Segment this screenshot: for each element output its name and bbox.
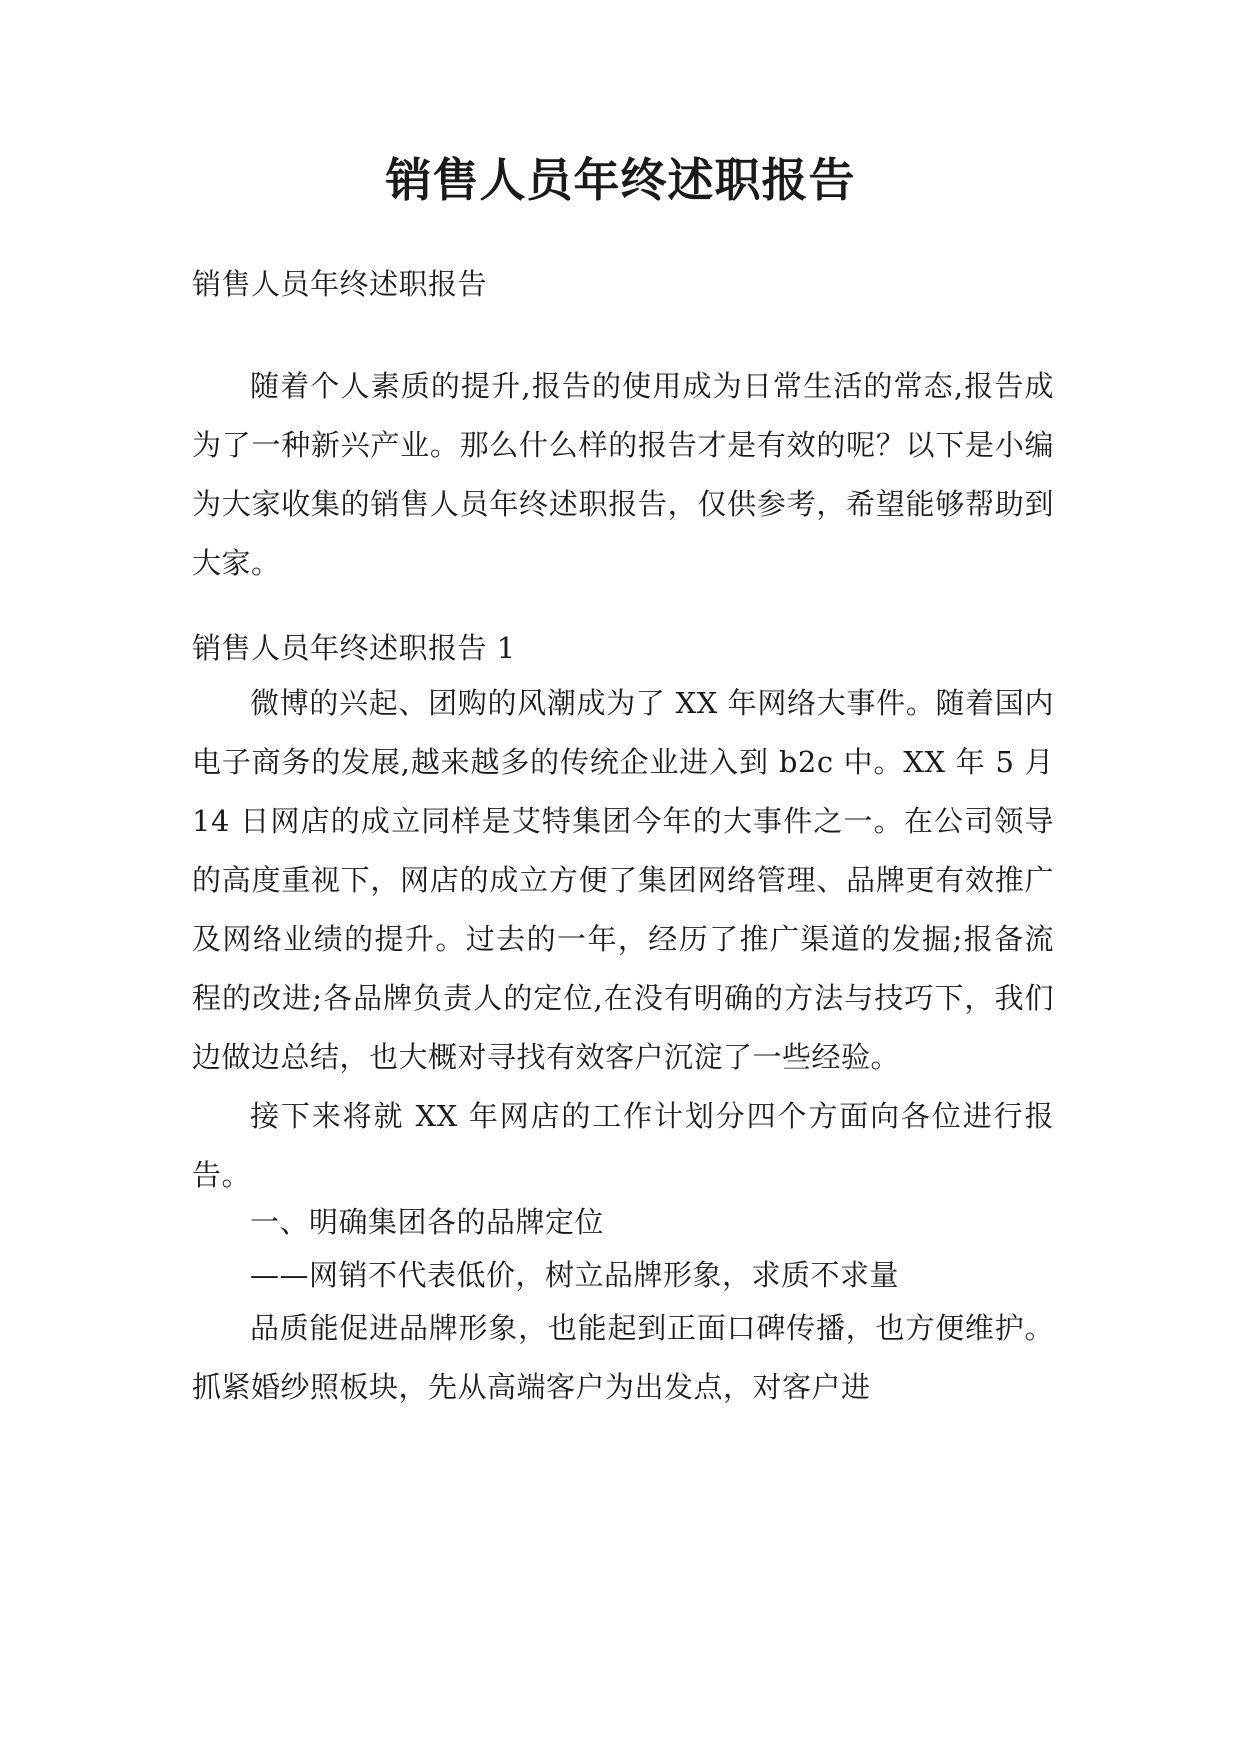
document-title: 销售人员年终述职报告 [385,153,856,207]
document-subtitle: 销售人员年终述职报告 [192,267,488,301]
section-heading: 销售人员年终述职报告 1 [192,631,516,665]
section-paragraph: 微博的兴起、团购的风潮成为了 XX 年网络大事件。随着国内电子商务的发展,越来越多的传统企业进入到 b2c 中。XX 年 5 月 14 日网店的成立同样是艾特集团今年的大事件之一。在公司领导的高度重视下，网店的成立方便了集团网络管理、品牌更有效推广及网络业绩的提升。过去的一年，经历了推广渠道的发掘;报备流程的改进;各品牌负责人的定位,在没有明确的方法与技巧下，我们边做边总结，也大概对寻找有效客户沉淀了一些经验。 [192,686,1054,1074]
section-paragraph-plan: 接下来将就 XX 年网店的工作计划分四个方面向各位进行报告。 [192,1099,1054,1192]
point-heading: 一、明确集团各的品牌定位 [250,1205,605,1239]
point-slogan: ——网销不代表低价，树立品牌形象，求质不求量 [250,1258,900,1292]
intro-paragraph: 随着个人素质的提升,报告的使用成为日常生活的常态,报告成为了一种新兴产业。那么什么样的报告才是有效的呢？以下是小编为大家收集的销售人员年终述职报告，仅供参考，希望能够帮助到大家。 [192,369,1054,580]
point-body: 品质能促进品牌形象，也能起到正面口碑传播，也方便维护。抓紧婚纱照板块，先从高端客户为出发点，对客户进 [192,1311,1054,1404]
